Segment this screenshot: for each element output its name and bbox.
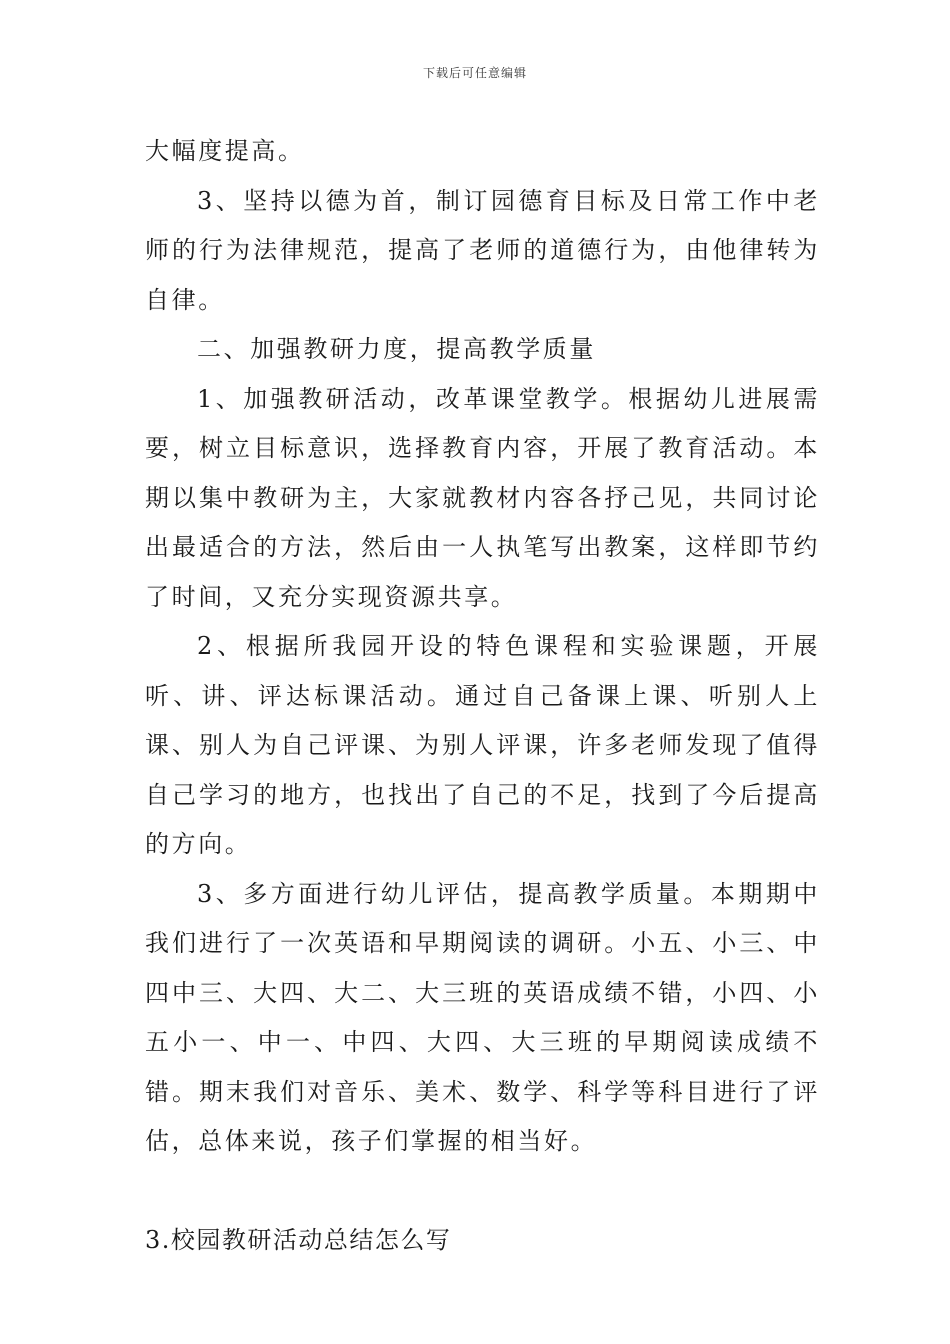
paragraph-child-assessment: 3、多方面进行幼儿评估，提高教学质量。本期期中我们进行了一次英语和早期阅读的调研。小五、小三、中四中三、大四、大二、大三班的英语成绩不错，小四、小五小一、中一、中四、大四、大三班的早期阅读成绩不错。期末我们对音乐、美术、数学、科学等科目进行了评估，总体来说，孩子们掌握的相当好。 [145, 879, 820, 1155]
document-body [145, 127, 820, 1266]
section-heading: 3.校园教研活动总结怎么写 [145, 1226, 452, 1254]
paragraph-gap [145, 1167, 820, 1217]
paragraph-lesson-evaluation: 2、根据所我园开设的特色课程和实验课题，开展听、讲、评达标课活动。通过自己备课上课、听别人上课、别人为自己评课、为别人评课，许多老师发现了值得自己学习的地方，也找出了自己的不足，找到了今后提高的方向。 [145, 632, 820, 858]
paragraph-continuation: 大幅度提高。 [145, 137, 305, 165]
paragraph-moral-education: 3、坚持以德为首，制订园德育目标及日常工作中老师的行为法律规范，提高了老师的道德行为，由他律转为自律。 [145, 186, 820, 314]
paragraph-research-activities: 1、加强教研活动，改革课堂教学。根据幼儿进展需要，树立目标意识，选择教育内容，开展了教育活动。本期以集中教研为主，大家就教材内容各抒己见，共同讨论出最适合的方法，然后由一人执笔写出教案，这样即节约了时间，又充分实现资源共享。 [145, 384, 820, 611]
subheading-teaching-research: 二、加强教研力度，提高教学质量 [197, 335, 596, 363]
page-header-note: 下载后可任意编辑 [422, 66, 527, 80]
